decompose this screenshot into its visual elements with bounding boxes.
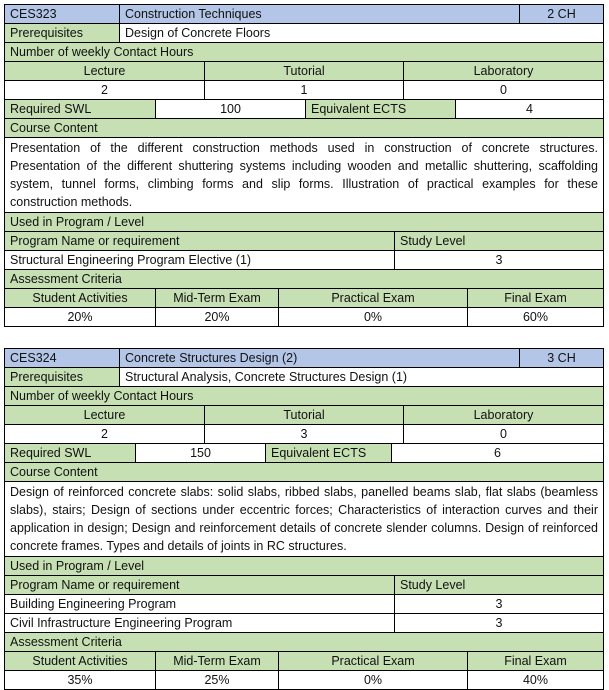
contact-hours-value-row [4,81,604,100]
tutorial-header: Tutorial [204,62,403,80]
assessment-header-row [4,652,604,671]
program-label-row [4,557,604,576]
assessment-value-row [4,308,604,327]
prerequisites-value: Design of Concrete Floors [119,24,603,42]
laboratory-hours: 0 [403,425,603,443]
student-activities-header: Student Activities [5,289,155,307]
study-level: 3 [394,251,603,269]
course-title: Concrete Structures Design (2) [119,349,519,367]
prerequisites-label: Prerequisites [5,368,119,386]
credit-hours: 2 CH [519,5,603,23]
program-row [4,614,604,633]
midterm-value: 25% [155,671,278,689]
program-label-row [4,213,604,232]
tutorial-hours: 1 [204,81,403,99]
course-table-ces324 [4,348,604,690]
course-table-ces323 [4,4,604,327]
laboratory-header: Laboratory [403,62,603,80]
study-level: 3 [394,614,603,632]
program-name: Building Engineering Program [5,595,394,613]
study-level-header: Study Level [394,232,603,250]
course-code: CES324 [5,349,119,367]
course-content-row [4,138,604,213]
lecture-header: Lecture [5,406,204,424]
practical-header: Practical Exam [278,652,467,670]
assessment-header-row [4,289,604,308]
midterm-header: Mid-Term Exam [155,289,278,307]
program-header-row [4,576,604,595]
lecture-hours: 2 [5,425,204,443]
program-header-row [4,232,604,251]
ects-label: Equivalent ECTS [265,444,391,462]
workload-row [4,444,604,463]
study-level: 3 [394,595,603,613]
practical-value: 0% [278,671,467,689]
program-name-header: Program Name or requirement [5,576,394,594]
final-value: 60% [467,308,603,326]
final-header: Final Exam [467,289,603,307]
credit-hours: 3 CH [519,349,603,367]
swl-value: 100 [155,100,305,118]
ects-value: 6 [391,444,603,462]
course-content-text: Presentation of the different construction methods used in construction of concrete structures. Presentation of the different shuttering systems including wooden and metallic shuttering, scaffolding system, tunnel forms, climbing forms and slip forms. Illustration of practical examples for these construction methods. [5,138,603,212]
program-name: Civil Infrastructure Engineering Program [5,614,394,632]
assessment-label: Assessment Criteria [5,633,603,651]
ects-label: Equivalent ECTS [305,100,455,118]
final-value: 40% [467,671,603,689]
course-content-row [4,482,604,557]
contact-hours-label-row [4,387,604,406]
prerequisites-value: Structural Analysis, Concrete Structures Design (1) [119,368,603,386]
prerequisites-row [4,368,604,387]
lecture-hours: 2 [5,81,204,99]
contact-hours-header-row [4,62,604,81]
tutorial-hours: 3 [204,425,403,443]
contact-hours-label-row [4,43,604,62]
swl-label: Required SWL [5,444,135,462]
course-code: CES323 [5,5,119,23]
workload-row [4,100,604,119]
contact-hours-value-row [4,425,604,444]
contact-hours-label: Number of weekly Contact Hours [5,387,603,405]
program-row [4,595,604,614]
program-name-header: Program Name or requirement [5,232,394,250]
program-row [4,251,604,270]
practical-value: 0% [278,308,467,326]
assessment-label-row [4,270,604,289]
study-level-header: Study Level [394,576,603,594]
student-activities-header: Student Activities [5,652,155,670]
contact-hours-header-row [4,406,604,425]
course-content-text: Design of reinforced concrete slabs: solid slabs, ribbed slabs, panelled beams slab, flat slabs (beamless slabs), stairs; Design of sections under eccentric forces; Characteristics of interaction curves and their application in design; Design and reinforcement details of concrete slender columns. Design of reinforced concrete frames. Types and details of joints in RC structures. [5,482,603,556]
course-content-label: Course Content [5,463,603,481]
final-header: Final Exam [467,652,603,670]
laboratory-hours: 0 [403,81,603,99]
course-title: Construction Techniques [119,5,519,23]
laboratory-header: Laboratory [403,406,603,424]
midterm-value: 20% [155,308,278,326]
program-label: Used in Program / Level [5,213,603,231]
practical-header: Practical Exam [278,289,467,307]
program-label: Used in Program / Level [5,557,603,575]
course-content-label: Course Content [5,119,603,137]
course-header-row [4,348,604,368]
student-activities-value: 20% [5,308,155,326]
course-content-label-row [4,463,604,482]
contact-hours-label: Number of weekly Contact Hours [5,43,603,61]
swl-value: 150 [135,444,265,462]
course-content-label-row [4,119,604,138]
swl-label: Required SWL [5,100,155,118]
assessment-label-row [4,633,604,652]
prerequisites-row [4,24,604,43]
tutorial-header: Tutorial [204,406,403,424]
lecture-header: Lecture [5,62,204,80]
midterm-header: Mid-Term Exam [155,652,278,670]
assessment-label: Assessment Criteria [5,270,603,288]
program-name: Structural Engineering Program Elective (1) [5,251,394,269]
ects-value: 4 [455,100,603,118]
assessment-value-row [4,671,604,690]
prerequisites-label: Prerequisites [5,24,119,42]
student-activities-value: 35% [5,671,155,689]
course-header-row [4,4,604,24]
